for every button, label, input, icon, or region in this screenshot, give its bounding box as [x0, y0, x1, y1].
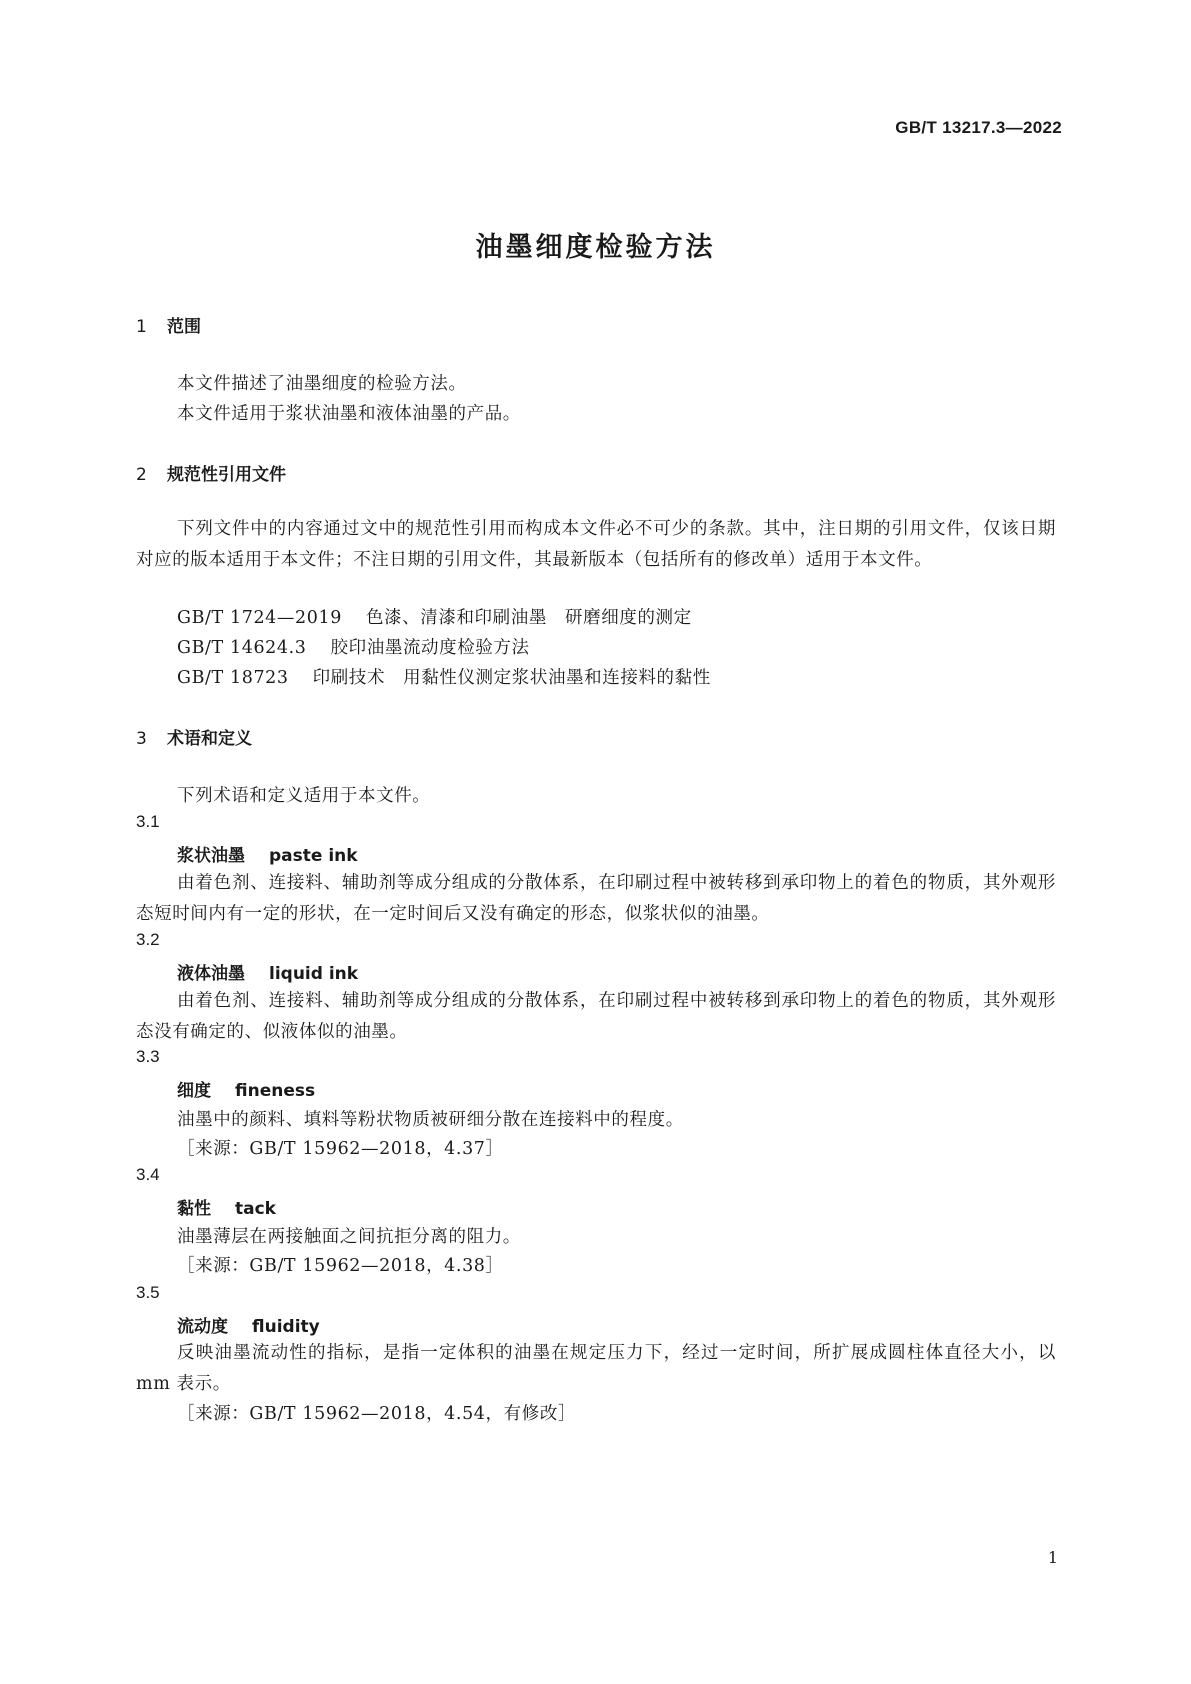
term-en: fineness — [235, 1081, 316, 1101]
scope-line-2: 本文件适用于浆状油墨和液体油墨的产品。 — [177, 404, 521, 424]
term-en: tack — [235, 1199, 276, 1219]
section-number: 1 — [136, 317, 147, 337]
section-3-heading — [136, 724, 252, 749]
normative-references-intro: 下列文件中的内容通过文中的规范性引用而构成本文件必不可少的条款。其中，注日期的引用文件，仅该日期对应的版本适用于本文件；不注日期的引用文件，其最新版本（包括所有的修改单）适用于本文件。 — [136, 519, 1056, 570]
term-zh: 细度 — [177, 1081, 211, 1101]
term-zh: 液体油墨 — [177, 964, 245, 984]
term-name — [177, 959, 358, 984]
section-title: 范围 — [167, 317, 201, 337]
section-2-heading — [136, 460, 286, 485]
term-zh: 黏性 — [177, 1199, 211, 1219]
terms-intro: 下列术语和定义适用于本文件。 — [177, 786, 431, 806]
term-number: 3.3 — [136, 1047, 160, 1066]
term-source: ［来源：GB/T 15962—2018，4.38］ — [177, 1256, 504, 1276]
term-name — [177, 1312, 320, 1337]
reference-code: GB/T 14624.3 — [177, 638, 307, 658]
reference-title: 色漆、清漆和印刷油墨 研磨细度的测定 — [365, 608, 692, 628]
term-en: fluidity — [252, 1317, 320, 1337]
term-zh: 流动度 — [177, 1317, 228, 1337]
standard-number: GB/T 13217.3—2022 — [895, 118, 1062, 137]
term-source: ［来源：GB/T 15962—2018，4.37］ — [177, 1139, 504, 1159]
page-number: 1 — [1047, 1548, 1058, 1567]
term-definition: 油墨中的颜料、填料等粉状物质被研细分散在连接料中的程度。 — [177, 1110, 684, 1130]
reference-item — [177, 634, 530, 659]
section-title: 规范性引用文件 — [167, 465, 286, 485]
term-en: liquid ink — [269, 964, 359, 984]
reference-code: GB/T 1724—2019 — [177, 608, 342, 628]
term-definition: 由着色剂、连接料、辅助剂等成分组成的分散体系，在印刷过程中被转移到承印物上的着色的物质，其外观形态短时间内有一定的形状，在一定时间后又没有确定的形态，似浆状似的油墨。 — [136, 873, 1056, 924]
section-number: 2 — [136, 465, 147, 485]
term-number: 3.5 — [136, 1283, 160, 1302]
reference-title: 印刷技术 用黏性仪测定浆状油墨和连接料的黏性 — [312, 668, 711, 688]
term-number: 3.2 — [136, 930, 160, 949]
term-name — [177, 1076, 315, 1101]
reference-item — [177, 604, 692, 629]
term-number: 3.1 — [136, 812, 160, 831]
term-zh: 浆状油墨 — [177, 846, 245, 866]
document-title: 油墨细度检验方法 — [475, 232, 716, 263]
term-en: paste ink — [269, 846, 358, 866]
section-title: 术语和定义 — [167, 729, 252, 749]
term-name — [177, 841, 358, 866]
term-name — [177, 1194, 276, 1219]
section-number: 3 — [136, 729, 147, 749]
reference-item — [177, 664, 711, 689]
term-source: ［来源：GB/T 15962—2018，4.54，有修改］ — [177, 1404, 577, 1424]
term-definition: 反映油墨流动性的指标，是指一定体积的油墨在规定压力下，经过一定时间，所扩展成圆柱体直径大小，以 mm 表示。 — [136, 1343, 1056, 1394]
term-number: 3.4 — [136, 1165, 160, 1184]
term-definition: 油墨薄层在两接触面之间抗拒分离的阻力。 — [177, 1227, 521, 1247]
term-definition: 由着色剂、连接料、辅助剂等成分组成的分散体系，在印刷过程中被转移到承印物上的着色的物质，其外观形态没有确定的、似液体似的油墨。 — [136, 991, 1056, 1042]
scope-line-1: 本文件描述了油墨细度的检验方法。 — [177, 374, 467, 394]
section-1-heading — [136, 312, 201, 337]
reference-code: GB/T 18723 — [177, 668, 289, 688]
reference-title: 胶印油墨流动度检验方法 — [330, 638, 530, 658]
